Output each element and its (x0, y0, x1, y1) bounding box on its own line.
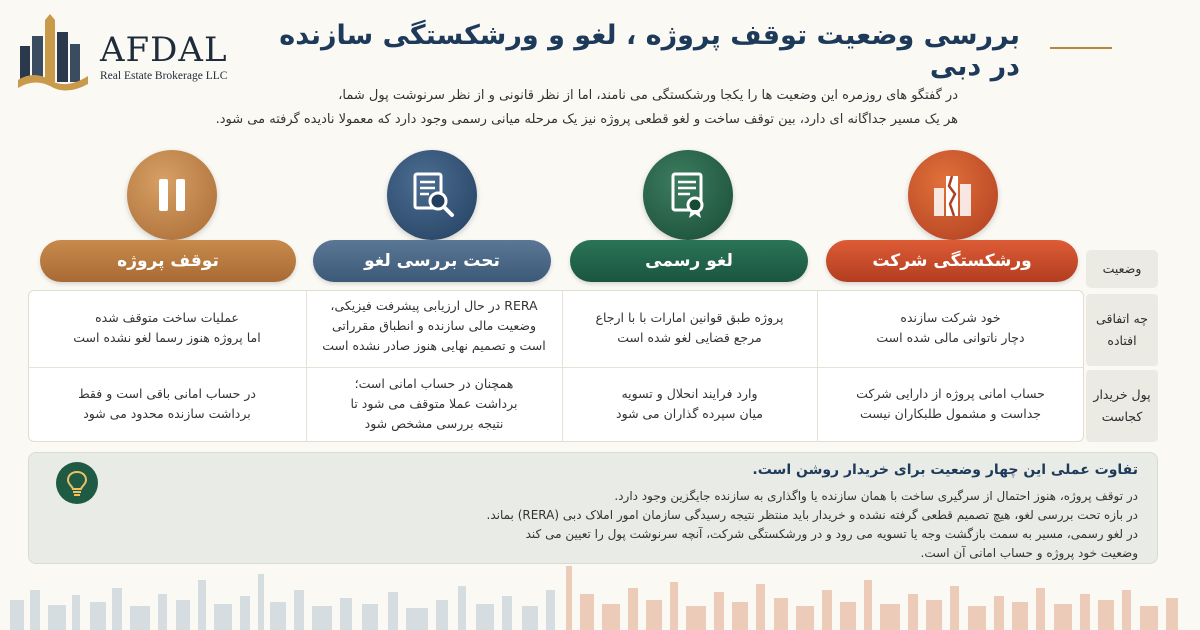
cell-line: حساب امانی پروژه از دارایی شرکت (856, 386, 1045, 401)
note-line: در بازه تحت بررسی لغو، هیچ تصمیم قطعی گرفته نشده و خریدار باید منتظر نتیجه رسیدگی سازمان امور املاک دبی (RERA) بماند. (486, 508, 1138, 522)
row-label-money-where: پول خریدار کجاست (1086, 370, 1158, 442)
note-line: در لغو رسمی، مسیر به سمت بازگشت وجه یا تسویه می رود و در ورشکستگی شرکت، آنچه سرنوشت پول را تعیین می کند (525, 527, 1138, 541)
bulb-badge (56, 462, 98, 504)
bankruptcy-circle (908, 150, 998, 240)
cell-line: برداشت عملا متوقف می شود تا (350, 396, 518, 411)
status-pill-under-review: تحت بررسی لغو (313, 240, 551, 282)
row-divider (28, 367, 1084, 368)
dubai-skyline-illustration (0, 560, 1200, 630)
pause-circle (127, 150, 217, 240)
skyscraper-handshake-logo-icon (14, 14, 94, 98)
cell-line: جداست و مشمول طلبکاران نیست (860, 406, 1041, 421)
note-line: در توقف پروژه، هنوز احتمال از سرگیری ساخت با همان سازنده یا واگذاری به سازنده جایگزین وجود دارد. (614, 489, 1138, 503)
brand-tagline: Real Estate Brokerage LLC (100, 70, 228, 82)
column-divider (817, 290, 818, 442)
cell-line: وضعیت مالی سازنده و انطباق مقرراتی (331, 318, 537, 333)
cell-line: برداشت سازنده محدود می شود (83, 406, 251, 421)
cracked-building-icon (928, 170, 978, 220)
column-divider (562, 290, 563, 442)
cell-line: نتیجه بررسی مشخص شود (364, 416, 504, 431)
note-line: وضعیت خود پروژه و حساب امانی آن است. (920, 546, 1138, 560)
note-title: تفاوت عملی این چهار وضعیت برای خریدار روشن است. (752, 462, 1138, 478)
intro-line: هر یک مسیر جداگانه ای دارد، بین توقف ساخت و لغو قطعی پروژه نیز یک مرحله میانی رسمی وجود دارد که معمولا نادیده گرفته می شود. (215, 112, 958, 127)
review-circle (387, 150, 477, 240)
cell-line: میان سپرده گذاران می شود (616, 406, 763, 421)
cell-review-money (308, 374, 560, 434)
pause-icon (147, 170, 197, 220)
page-title: بررسی وضعیت توقف پروژه ، لغو و ورشکستگی سازنده در دبی (279, 20, 1020, 82)
cell-paused-what-happened (30, 308, 304, 348)
cell-paused-money (30, 384, 304, 424)
certificate-icon (663, 170, 713, 220)
cell-line: وارد فرایند انحلال و تسویه (621, 386, 758, 401)
cell-line: اما پروژه هنوز رسما لغو نشده است (73, 330, 261, 345)
cell-line: در حساب امانی باقی است و فقط (78, 386, 256, 401)
cell-line: دچار ناتوانی مالی شده است (876, 330, 1025, 345)
cell-cancelled-what-happened (564, 308, 815, 348)
cell-bankruptcy-money (819, 384, 1082, 424)
status-pill-bankruptcy: ورشکستگی شرکت (826, 240, 1078, 282)
intro-text (198, 84, 958, 132)
cell-line: پروژه طبق قوانین امارات با با ارجاع (595, 310, 784, 325)
cell-line: مرجع قضایی لغو شده است (617, 330, 762, 345)
cell-line: عملیات ساخت متوقف شده (95, 310, 239, 325)
document-search-icon (407, 170, 457, 220)
intro-line: در گفتگو های روزمره این وضعیت ها را یکجا ورشکستگی می نامند، اما از نظر قانونی و از نظر سرنوشت پول شما، (338, 88, 958, 103)
cell-review-what-happened (308, 296, 560, 356)
lightbulb-icon (65, 470, 89, 496)
column-divider (306, 290, 307, 442)
status-pill-cancelled: لغو رسمی (570, 240, 808, 282)
title-accent-line (1050, 47, 1112, 49)
row-label-status: وضعیت (1086, 250, 1158, 288)
cell-line: RERA در حال ارزیابی پیشرفت فیزیکی، (330, 298, 538, 313)
cell-line: است و تصمیم نهایی هنوز صادر نشده است (322, 338, 546, 353)
status-pill-paused: توقف پروژه (40, 240, 296, 282)
brand-name: AFDAL (100, 30, 228, 70)
cell-line: همچنان در حساب امانی است؛ (354, 376, 514, 391)
cell-line: خود شرکت سازنده (900, 310, 1001, 325)
cell-cancelled-money (564, 384, 815, 424)
cell-bankruptcy-what-happened (819, 308, 1082, 348)
row-label-what-happened: چه اتفاقی افتاده (1086, 294, 1158, 366)
cancel-circle (643, 150, 733, 240)
